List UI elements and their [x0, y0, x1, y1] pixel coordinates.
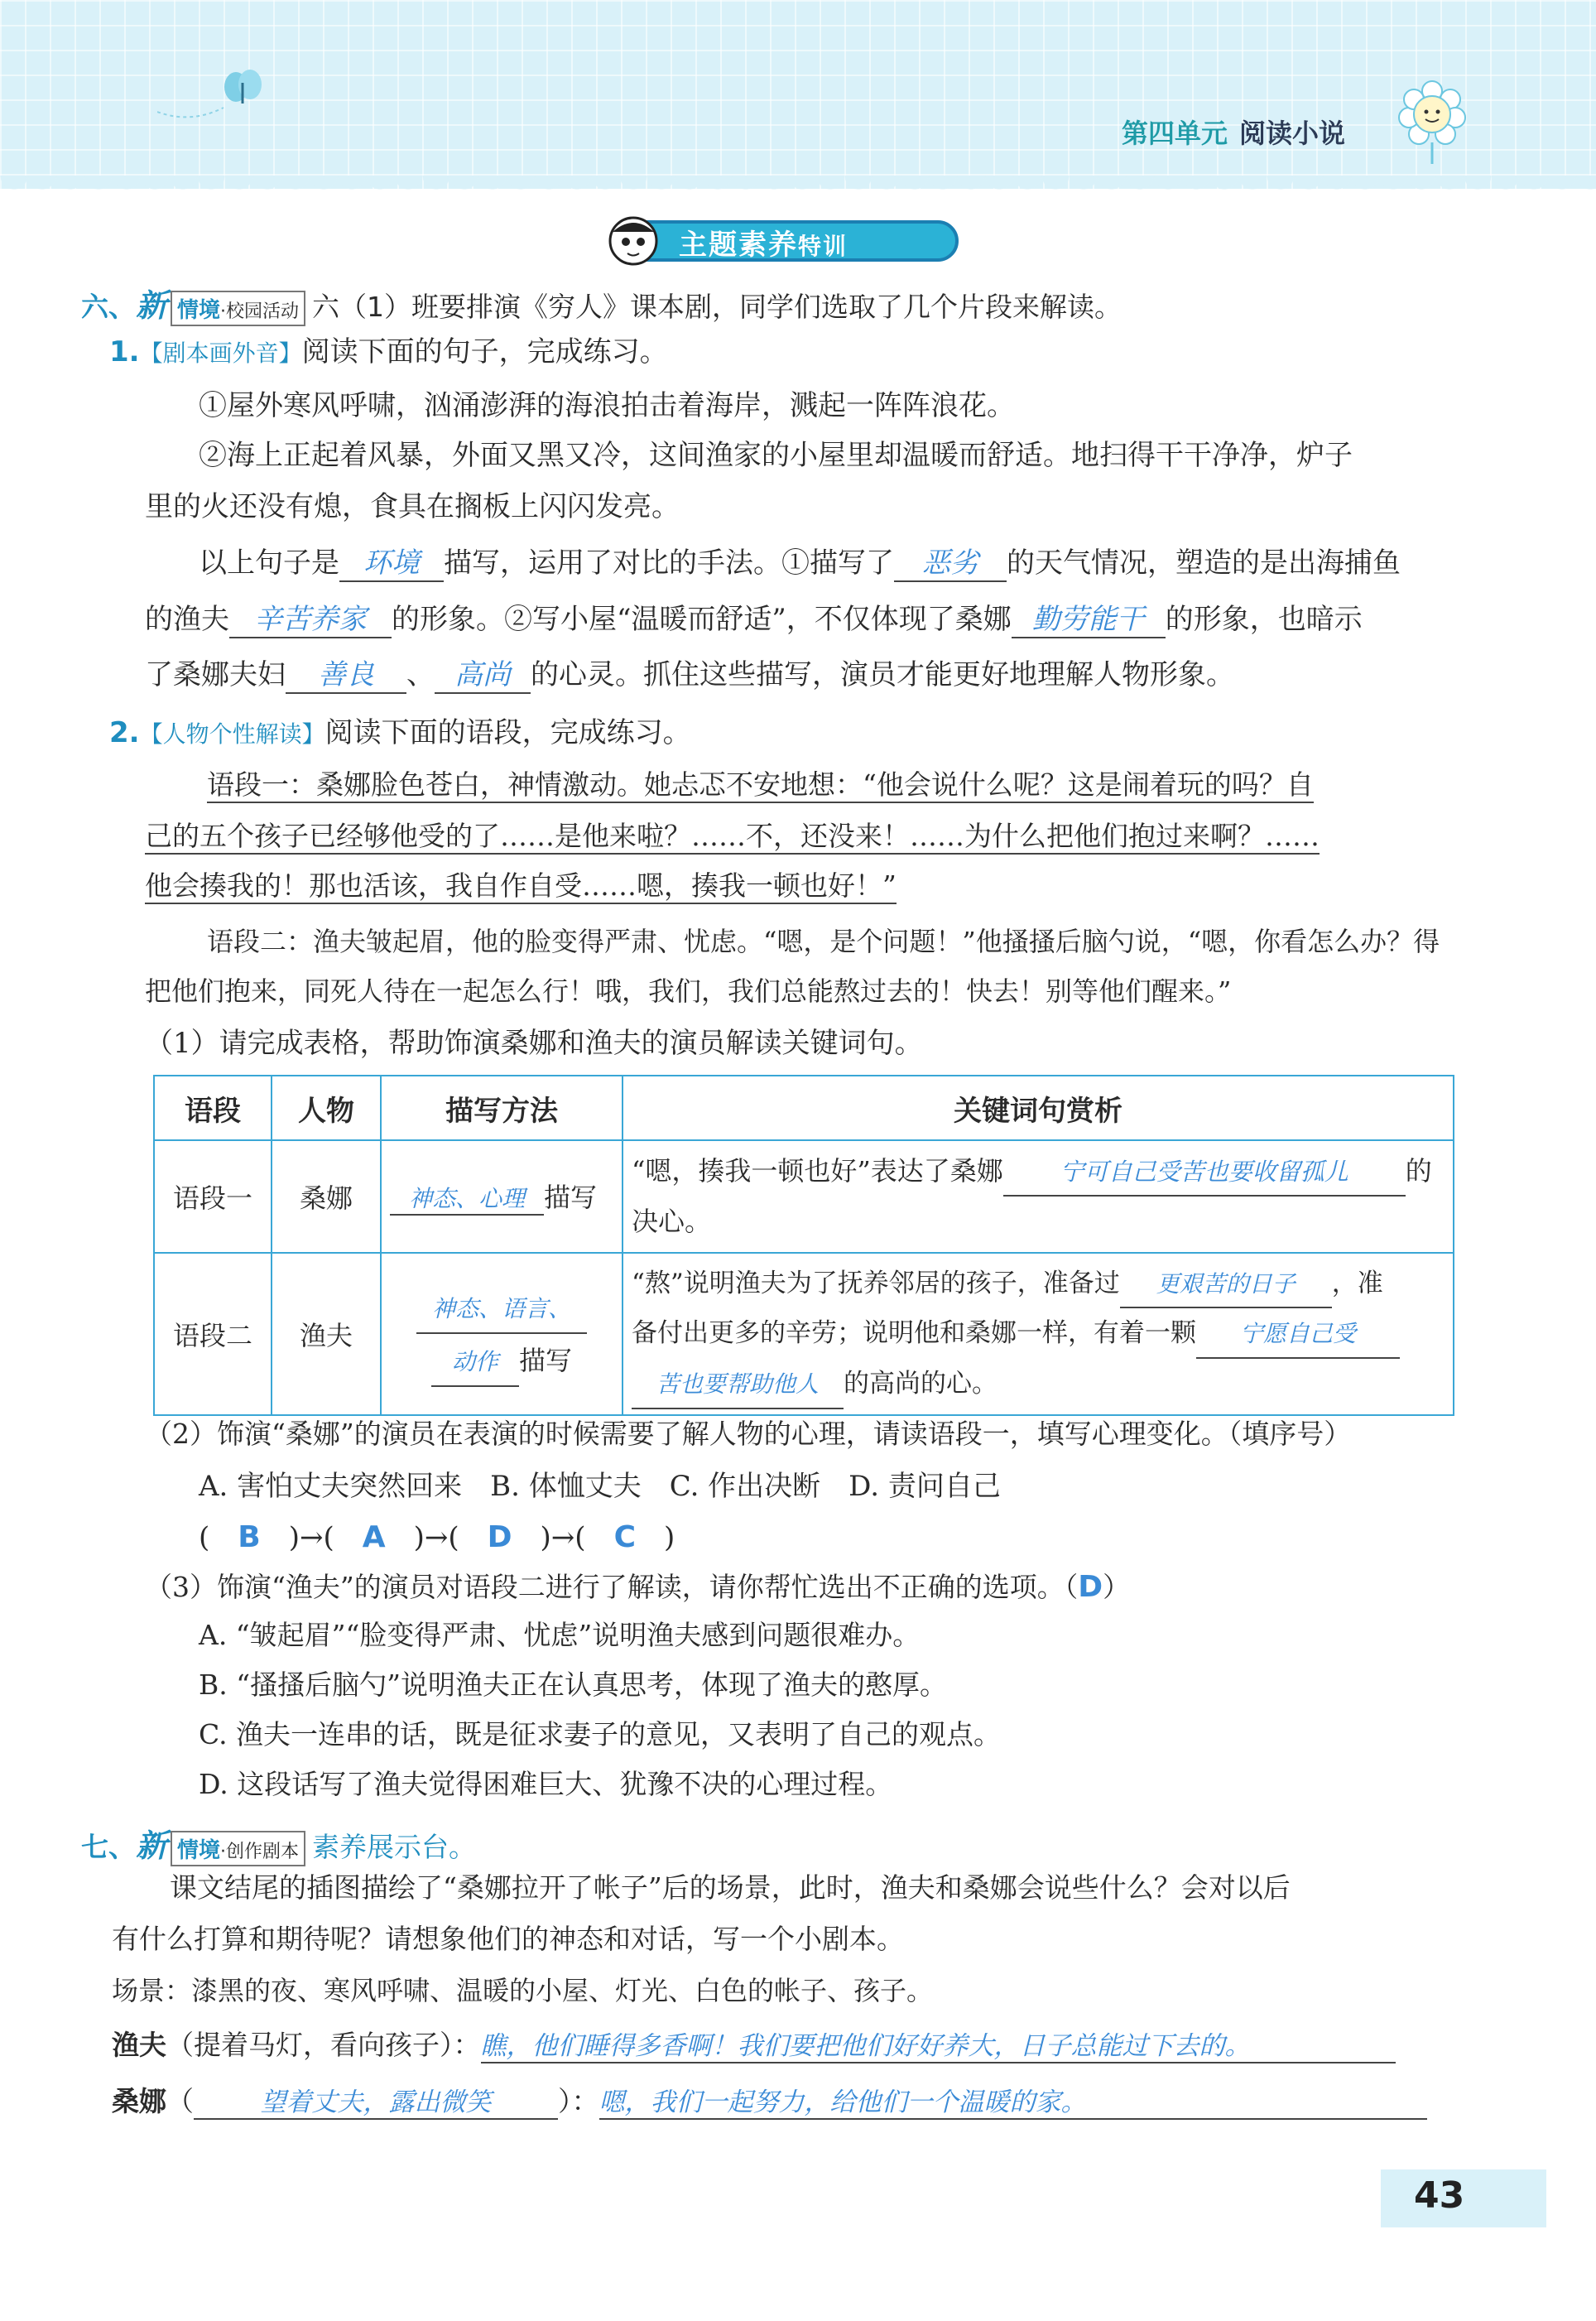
section-6-num: 六、 — [81, 291, 136, 323]
q1-tag: 【剧本画外音】 — [139, 339, 302, 367]
q2-option-c: C. 渔夫一连串的话，既是征求妻子的意见，又表明了自己的观点。 — [199, 1718, 1002, 1750]
page-number-box — [1381, 2169, 1546, 2227]
fisher-action: （提着马灯，看向孩子）： — [166, 2029, 481, 2061]
section-7-tag — [171, 1831, 305, 1866]
row2-text-4: 的高尚的心。 — [844, 1369, 997, 1399]
header-scallop — [0, 176, 1596, 197]
q1-answer-6[interactable]: 高尚 — [435, 658, 531, 694]
row2-text-3: 备付出更多的辛劳；说明他和桑娜一样，有着一颗 — [632, 1318, 1196, 1349]
row1-answer[interactable]: 宁可自己受苦也要收留孤儿 — [1003, 1149, 1406, 1197]
q2-sub3-text: （3）饰演“渔夫”的演员对语段二进行了解读，请你帮忙选出不正确的选项。（ — [145, 1571, 1079, 1603]
row2-text-2: ，准 — [1331, 1268, 1383, 1298]
section-6-tag — [171, 291, 305, 326]
section-7-prompt-2: 有什么打算和期待呢？请想象他们的神态和对话，写一个小剧本。 — [112, 1923, 904, 1955]
section-6-new: 新 — [136, 287, 168, 324]
row2-segment: 语段二 — [154, 1253, 272, 1415]
q2-num: 2. — [109, 716, 140, 749]
page-number: 43 — [1414, 2174, 1465, 2217]
header-segment: 语段 — [154, 1076, 272, 1140]
q1-text-p6: 的形象，也暗示 — [1165, 603, 1363, 636]
section-6-text: 六（1）班要排演《穷人》课本剧，同学们选取了几个片段来解读。 — [312, 291, 1122, 323]
row2-method-answer-2[interactable]: 动作 — [431, 1339, 519, 1387]
q1-text-p5: 的形象。②写小屋“温暖而舒适”，不仅体现了桑娜 — [392, 603, 1012, 636]
fisher-answer[interactable]: 瞧，他们睡得多香啊！我们要把他们好好养大，日子总能过下去的。 — [481, 2031, 1396, 2063]
q1-text-p8: 、 — [406, 658, 435, 691]
keyword-analysis-table — [153, 1075, 1454, 1416]
q2-passage-1a: 语段一：桑娜脸色苍白，神情激动。她忐忑不安地想：“他会说什么呢？这是闹着玩的吗？自 — [207, 768, 1314, 803]
q1-answer-3[interactable]: 辛苦养家 — [229, 603, 392, 638]
q1-answer-5[interactable]: 善良 — [286, 658, 406, 694]
row1-person: 桑娜 — [272, 1140, 381, 1253]
section-7-num: 七、 — [81, 1831, 136, 1863]
q1-text-p1: 以上句子是 — [199, 547, 339, 580]
q2-sub2: （2）饰演“桑娜”的演员在表演的时候需要了解人物的心理，请读语段一，填写心理变化。（填序号） — [145, 1418, 1352, 1450]
unit-label: 第四单元 — [1122, 118, 1228, 149]
q2-passage-1c: 他会揍我的！那也活该，我自作自受……嗯，揍我一顿也好！” — [145, 869, 897, 904]
q2-option-a: A. “皱起眉”“脸变得严肃、忧虑”说明渔夫感到问题很难办。 — [199, 1619, 921, 1651]
section-7-tag-prefix: 情境 — [177, 1838, 221, 1863]
q2-option-b: B. “搔搔后脑勺”说明渔夫正在认真思考，体现了渔夫的憨厚。 — [199, 1669, 947, 1701]
sangna-label: 桑娜 — [112, 2085, 166, 2117]
section-6-tag-text: ·校园活动 — [220, 301, 300, 322]
row2-method — [381, 1253, 623, 1415]
seq-answer-3[interactable]: D — [487, 1520, 512, 1554]
banner-title — [679, 222, 848, 262]
row1-method — [381, 1140, 623, 1253]
seq-answer-1[interactable]: B — [238, 1520, 261, 1554]
butterfly-icon — [157, 66, 273, 124]
q1-intro: 阅读下面的句子，完成练习。 — [301, 335, 668, 368]
q2-sub3-answer[interactable]: D — [1078, 1570, 1103, 1604]
row1-text-3: 决心。 — [632, 1206, 712, 1238]
q1-answer-1[interactable]: 环境 — [339, 547, 444, 582]
table-row — [154, 1253, 1454, 1415]
q1-sentence-2b: 里的火还没有熄，食具在搁板上闪闪发亮。 — [145, 490, 680, 523]
q1-fill-line-3 — [145, 658, 1234, 694]
seq-answer-4[interactable]: C — [613, 1520, 636, 1554]
q1-answer-2[interactable]: 恶劣 — [894, 547, 1007, 582]
q1-fill-line-1 — [199, 547, 1401, 582]
q1-text-p4: 的渔夫 — [145, 603, 229, 636]
script-fisher-line — [112, 2029, 1396, 2063]
q2-passage-1b: 己的五个孩子已经够他受的了……是他来啦？……不，还没来！……为什么把他们抱过来啊？…… — [145, 820, 1320, 855]
seq-answer-2[interactable]: A — [362, 1520, 386, 1554]
row2-answer-1[interactable]: 更艰苦的日子 — [1120, 1262, 1332, 1309]
q1-sentence-1: ①屋外寒风呼啸，汹涌澎湃的海浪拍击着海岸，溅起一阵阵浪花。 — [199, 389, 1015, 422]
row2-method-suffix: 描写 — [518, 1344, 572, 1376]
row2-person: 渔夫 — [272, 1253, 381, 1415]
fisher-label: 渔夫 — [112, 2029, 166, 2061]
sunflower-icon — [1391, 75, 1473, 166]
script-scene: 场景：漆黑的夜、寒风呼啸、温暖的小屋、灯光、白色的帐子、孩子。 — [112, 1975, 934, 2006]
section-7-prompt-1: 课文结尾的插图描绘了“桑娜拉开了帐子”后的场景，此时，渔夫和桑娜会说些什么？会对以后 — [170, 1871, 1291, 1904]
q2-tag: 【人物个性解读】 — [139, 720, 325, 748]
q1-text-p9: 的心灵。抓住这些描写，演员才能更好地理解人物形象。 — [531, 658, 1234, 691]
header-person: 人物 — [272, 1076, 381, 1140]
q2-sub1: （1）请完成表格，帮助饰演桑娜和渔夫的演员解读关键词句。 — [145, 1027, 923, 1060]
row1-method-answer[interactable]: 神态、心理 — [390, 1181, 544, 1216]
header-analysis: 关键词句赏析 — [623, 1076, 1454, 1140]
q2-sub2-sequence: ( B )→( A )→( D )→( C ) — [199, 1520, 675, 1554]
q1-heading — [109, 335, 668, 369]
sangna-answer[interactable]: 嗯，我们一起努力，给他们一个温暖的家。 — [599, 2087, 1427, 2120]
header-method: 描写方法 — [381, 1076, 623, 1140]
table-row — [154, 1140, 1454, 1253]
q1-text-p3: 的天气情况，塑造的是出海捕鱼 — [1007, 547, 1401, 580]
q2-sub3 — [145, 1569, 1130, 1605]
script-sangna-line — [112, 2085, 1427, 2120]
mascot-icon — [604, 214, 662, 268]
row1-segment: 语段一 — [154, 1140, 272, 1253]
banner-title-main: 主题素养 — [679, 229, 798, 262]
sangna-open: （ — [166, 2085, 194, 2117]
q2-sub3-end: ） — [1103, 1571, 1131, 1603]
q2-intro: 阅读下面的语段，完成练习。 — [324, 716, 691, 749]
theme-banner — [579, 214, 969, 265]
q2-passage-2a: 语段二：渔夫皱起眉，他的脸变得严肃、忧虑。“嗯，是个问题！”他搔搔后脑勺说，“嗯，你看怎么办？得 — [207, 926, 1440, 957]
section-7-title: 素养展示台。 — [312, 1831, 477, 1863]
row1-text-1: “嗯，揍我一顿也好”表达了桑娜 — [632, 1155, 1003, 1187]
banner-title-small: 特训 — [798, 233, 848, 260]
q2-heading — [109, 716, 691, 750]
unit-topic: 阅读小说 — [1239, 118, 1346, 149]
q1-num: 1. — [109, 335, 140, 368]
row1-text-2: 的 — [1405, 1155, 1432, 1187]
q1-text-p7: 了桑娜夫妇 — [145, 658, 286, 691]
section-7-new: 新 — [136, 1827, 168, 1864]
section-6-heading — [81, 280, 1122, 326]
q1-answer-4[interactable]: 勤劳能干 — [1012, 603, 1166, 638]
table-header-row — [154, 1076, 1454, 1140]
q2-sub2-options: A. 害怕丈夫突然回来 B. 体恤丈夫 C. 作出决断 D. 责问自己 — [199, 1470, 1001, 1503]
unit-header — [1122, 113, 1345, 151]
row2-answer-2b[interactable]: 苦也要帮助他人 — [632, 1362, 844, 1409]
q2-passage-2b: 把他们抱来，同死人待在一起怎么行！哦，我们，我们总能熬过去的！快去！别等他们醒来。” — [145, 975, 1232, 1007]
row2-method-answer-1[interactable]: 神态、语言、 — [416, 1286, 587, 1334]
section-7-heading — [81, 1820, 476, 1866]
q1-sentence-2a: ②海上正起着风暴，外面又黑又冷，这间渔家的小屋里却温暖而舒适。地扫得干干净净，炉子 — [199, 439, 1353, 472]
row2-analysis — [623, 1253, 1454, 1415]
sangna-close: ）： — [558, 2085, 599, 2117]
row1-analysis — [623, 1140, 1454, 1253]
row2-answer-2a[interactable]: 宁愿自己受 — [1196, 1312, 1400, 1359]
q1-fill-line-2 — [145, 603, 1363, 638]
row1-method-suffix: 描写 — [544, 1182, 598, 1214]
q2-option-d: D. 这段话写了渔夫觉得困难巨大、犹豫不决的心理过程。 — [199, 1768, 893, 1800]
row2-text-1: “熬”说明渔夫为了抚养邻居的孩子，准备过 — [632, 1268, 1120, 1298]
q1-text-p2: 描写，运用了对比的手法。①描写了 — [444, 547, 894, 580]
section-7-tag-text: ·创作剧本 — [220, 1842, 300, 1862]
section-6-tag-prefix: 情境 — [177, 298, 221, 323]
sangna-action-answer[interactable]: 望着丈夫，露出微笑 — [194, 2087, 558, 2120]
